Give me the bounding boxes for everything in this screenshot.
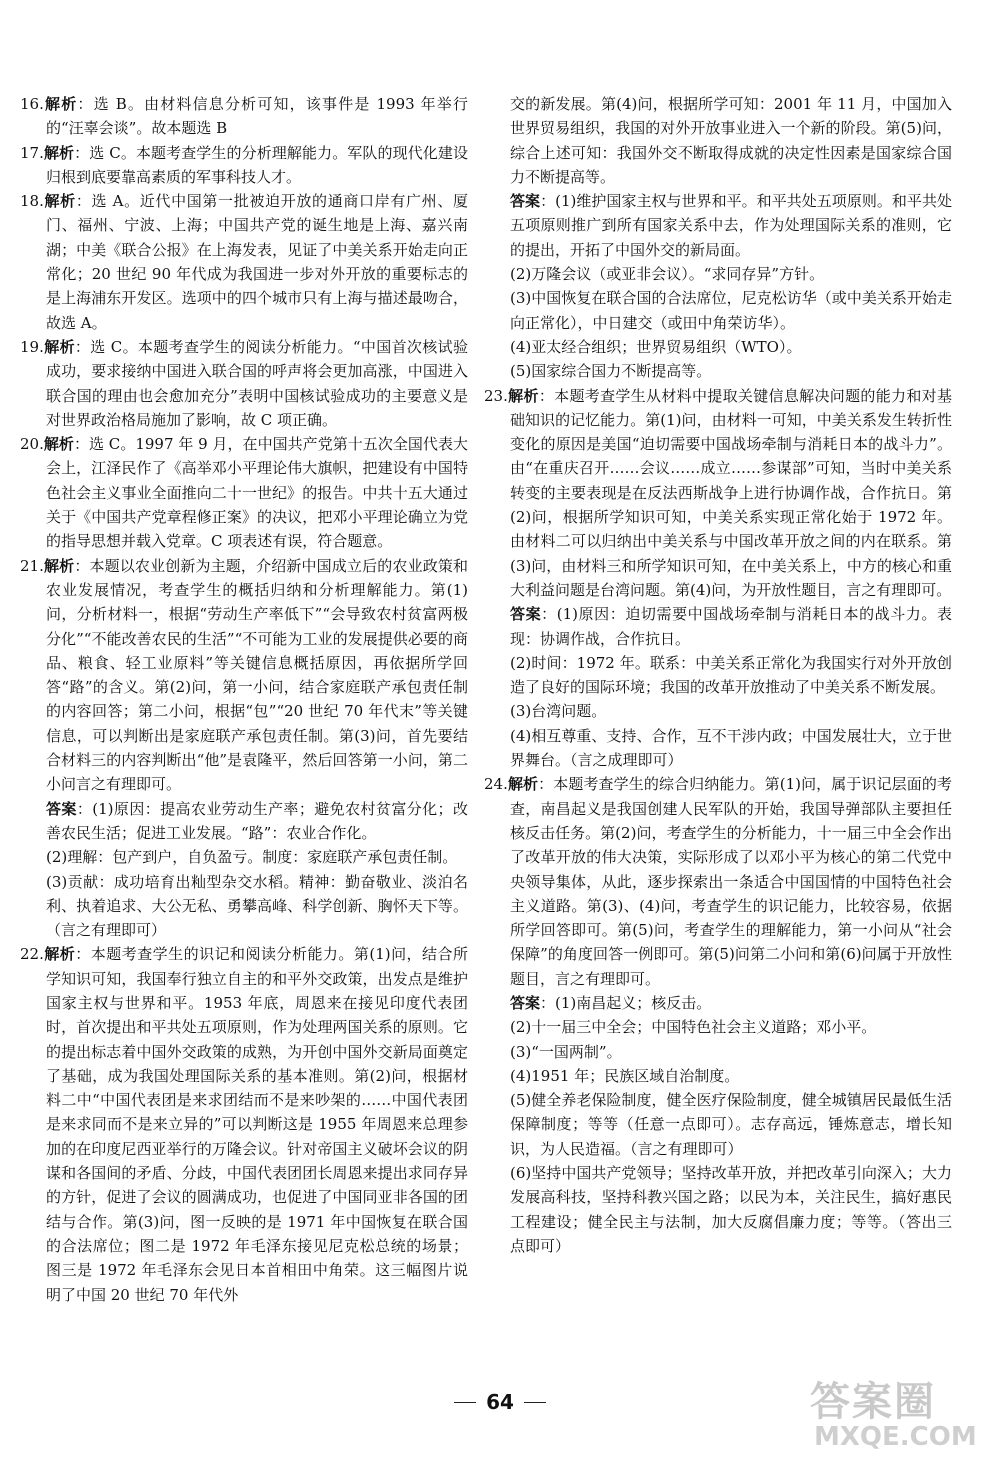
paragraph-text: ：(1)原因：提高农业劳动生产率；避免农村贫富分化；改善农民生活；促进工业发展。“路”：农业合作化。 [46,799,468,842]
analysis-label: 解析 [43,337,75,356]
paragraph-text: ：(1)维护国家主权与世界和平。和平共处五项原则。和平共处五项原则推广到所有国家关系中去，作为处理国际关系的准则，它的提出，开拓了中国外交的新局面。 [510,192,952,259]
paragraph-text: ：(1)南昌起义；核反击。 [540,993,712,1012]
question-number: 22. [20,945,44,964]
watermark-url: MXQE.COM [814,1422,977,1452]
paragraph-text: ：本题考查学生从材料中提取关键信息解决问题的能力和对基础知识的记忆能力。第(1)问，由材料一可知，中美关系发生转折性变化的原因是美国“迫切需要中国战场牵制与消耗日本的战斗力”。由“在重庆召开……会议……成立……参谋部”可知，当时中美关系转变的主要表现是在反法西斯战争上进行协调作战，合作抗日。第(2)问，根据所学知识可知，中美关系实现正常化始于 1972 年。由材料二可以归纳出中美关系与中国改革开放之间的内在联系。第(3)问，由材料三和所学知识可知，在中美关系上，中方的核心和重大利益问题是台湾问题。第(4)问，为开放性题目，言之有理即可。 [510,386,952,599]
analysis-paragraph [20,335,468,432]
answer-item [20,845,468,869]
answer-item [484,1161,952,1258]
paragraph-text: ：选 C。本题考查学生的分析理解能力。军队的现代化建设归根到底要靠高素质的军事科技人才。 [46,143,468,186]
analysis-paragraph [20,554,468,797]
paragraph-text: ：(1)原因：迫切需要中国战场牵制与消耗日本的战斗力。表现：协调作战，合作抗日。 [510,605,952,648]
answer-paragraph [484,602,952,651]
paragraph-text: ：选 C。本题考查学生的阅读分析能力。“中国首次核试验成功，要求接纳中国进入联合国的呼声将会更加高涨，中国进入联合国的理由也会愈加充分”表明中国核试验成功的主要意义是对世界政治格局施加了影响，故 C 项正确。 [46,337,468,429]
left-column [20,92,468,1307]
answer-item [484,699,952,723]
right-column [484,92,952,1258]
paragraph-text: (4)1951 年；民族区域自治制度。 [510,1066,740,1085]
paragraph-text: ：本题考查学生的综合归纳能力。第(1)问，属于识记层面的考查，南昌起义是我国创建人民军队的开始，我国导弹部队主要担任核反击任务。第(2)问，考查学生的分析能力，十一届三中全会作出了改革开放的伟大决策，实际形成了以邓小平为核心的第二代党中央领导集体，从此，逐步探索出一条适合中国国情的中国特色社会主义道路。第(3)、(4)问，考查学生的识记能力，比较容易，依据所学回答即可。第(5)问，考查学生的理解能力，第一小问从“社会保障”的角度回答一例即可。第(5)问第二小问和第(6)问属于开放性题目，言之有理即可。 [510,775,952,988]
answer-item [484,92,952,189]
answer-label: 答案 [510,605,542,624]
analysis-label: 解析 [507,775,539,794]
answer-paragraph [484,189,952,262]
analysis-paragraph [484,384,952,603]
paragraph-text: 交的新发展。第(4)问，根据所学可知：2001 年 11 月，中国加入世界贸易组织，我国的对外开放事业进入一个新的阶段。第(5)问，综合上述可知：我国外交不断取得成就的决定性因素是国家综合国力不断提高等。 [510,95,952,186]
answer-label: 答案 [510,192,541,211]
paragraph-text: (5)国家综合国力不断提高等。 [510,362,712,381]
answer-item [484,286,952,335]
question-number: 17. [20,143,44,162]
analysis-paragraph [20,189,468,335]
footer-rule-left [454,1402,476,1403]
analysis-label: 解析 [43,435,74,454]
analysis-label: 解析 [43,556,75,575]
paragraph-text: ：选 A。近代中国第一批被迫开放的通商口岸有广州、厦门、福州、宁波、上海；中国共产党的诞生地是上海、嘉兴南湖；中美《联合公报》在上海发表，见证了中美关系开始走向正常化；20 世纪 90 年代成为我国进一步对外开放的重要标志的是上海浦东开发区。选项中的四个城市只有上海与描述最吻合，故选 A。 [46,192,468,332]
question-number: 20. [20,435,44,454]
answer-paragraph [484,991,952,1015]
paragraph-text: (2)十一届三中全会；中国特色社会主义道路；邓小平。 [510,1018,877,1037]
watermark-logo-text: 答案圈 [810,1379,936,1425]
paragraph-text: (3)“一国两制”。 [510,1042,622,1061]
analysis-paragraph [20,942,468,1306]
analysis-paragraph [484,772,952,991]
paragraph-text: ：本题考查学生的识记和阅读分析能力。第(1)问，结合所学知识可知，我国奉行独立自主的和平外交政策，出发点是维护国家主权与世界和平。1953 年底，周恩来在接见印度代表团时，首次提出和平共处五项原则，作为处理两国关系的原则。它的提出标志着中国外交政策的成熟，为开创中国外交新局面奠定了基础，成为我国处理国际关系的基本准则。第(2)问，根据材料二中“中国代表团是来求团结而不是来吵架的……中国代表团是来求同而不是来立异的”可以判断这是 1955 年周恩来总理参加的在印度尼西亚举行的万隆会议。针对帝国主义破坏会议的阴谋和各国间的矛盾、分歧，中国代表团团长周恩来提出求同存异的方针，促进了会议的圆满成功，也促进了中国同亚非各国的团结与合作。第(3)问，图一反映的是 1971 年中国恢复在联合国的合法席位；图二是 1972 年毛泽东接见尼克松总统的场景；图三是 1972 年毛泽东会见日本首相田中角荣。这三幅图片说明了中国 20 世纪 70 年代外 [46,945,468,1304]
paragraph-text: (4)亚太经合组织；世界贸易组织（WTO）。 [510,337,802,356]
question-number: 23. [484,386,508,405]
paragraph-text: (3)贡献：成功培育出籼型杂交水稻。精神：勤奋敬业、淡泊名利、执着追求、大公无私、勇攀高峰、科学创新、胸怀天下等。（言之有理即可） [46,872,468,940]
paragraph-text: (2)理解：包产到户，自负盈亏。制度：家庭联产承包责任制。 [46,848,458,867]
analysis-paragraph [20,92,468,141]
answer-label: 答案 [46,799,77,818]
answer-label: 答案 [510,993,541,1012]
question-number: 18. [20,192,44,211]
paragraph-text: (6)坚持中国共产党领导；坚持改革开放，并把改革引向深入；大力发展高科技，坚持科教兴国之路；以民为本，关注民生，搞好惠民工程建设；健全民主与法制，加大反腐倡廉力度；等等。（答出三点即可） [510,1164,952,1255]
analysis-label: 解析 [43,192,76,211]
paragraph-text: (5)健全养老保险制度，健全医疗保险制度，健全城镇居民最低生活保障制度；等等（任意一点即可）。志存高远，锤炼意志，增长知识，为人民造福。（言之有理即可） [510,1091,952,1158]
answer-paragraph [20,797,468,846]
answer-item [484,1064,952,1088]
paragraph-text: (2)万隆会议（或亚非会议）。“求同存异”方针。 [510,265,825,284]
question-number: 24. [484,775,508,794]
paragraph-text: ：选 B。由材料信息分析可知，该事件是 1993 年举行的“汪辜会谈”。故本题选 B [46,95,468,138]
answer-item [484,1088,952,1161]
answer-item [484,651,952,700]
analysis-label: 解析 [43,143,75,162]
answer-item [484,1040,952,1064]
paragraph-text: (4)相互尊重、支持、合作，互不干涉内政；中国发展壮大，立于世界舞台。（言之成理即可） [510,726,952,770]
answer-item [484,262,952,286]
analysis-paragraph [20,141,468,190]
analysis-label: 解析 [507,386,539,405]
analysis-label: 解析 [43,95,78,113]
paragraph-text: (3)中国恢复在联合国的合法席位，尼克松访华（或中美关系开始走向正常化），中日建交（或田中角荣访华）。 [510,289,952,332]
paragraph-text: (2)时间：1972 年。联系：中美关系正常化为我国实行对外开放创造了良好的国际环境；我国的改革开放推动了中美关系不断发展。 [510,653,952,697]
paragraph-text: ：本题以农业创新为主题，介绍新中国成立后的农业政策和农业发展情况，考查学生的概括归纳和分析理解能力。第(1)问，分析材料一，根据“劳动生产率低下”“会导致农村贫富两极分化”“不能改善农民的生活”“不可能为工业的发展提供必要的商品、粮食、轻工业原料”等关键信息概括原因，再依据所学回答“路”的含义。第(2)问，第一小问，结合家庭联产承包责任制的内容回答；第二小问，根据“包”“20 世纪 70 年代末”等关键信息，可以判断出是家庭联产承包责任制。第(3)问，首先要结合材料三的内容判断出“他”是袁隆平，然后回答第一小问，第二小问言之有理即可。 [46,556,468,794]
answer-item [484,359,952,383]
question-number: 21. [20,556,44,575]
paragraph-text: ：选 C。1997 年 9 月，在中国共产党第十五次全国代表大会上，江泽民作了《高举邓小平理论伟大旗帜，把建设有中国特色社会主义事业全面推向二十一世纪》的报告。中共十五大通过关于《中国共产党章程修正案》的决议，把邓小平理论确立为党的指导思想并载入党章。C 项表述有误，符合题意。 [46,435,468,551]
footer-rule-right [524,1402,546,1403]
analysis-paragraph [20,432,468,553]
answer-item [20,870,468,943]
answer-item [484,1015,952,1039]
page-number: 64 [486,1390,514,1414]
answer-item [484,724,952,773]
question-number: 16. [20,95,44,113]
analysis-label: 解析 [43,945,76,964]
watermark-logo [800,1370,990,1460]
answer-item [484,335,952,359]
question-number: 19. [20,337,44,356]
paragraph-text: (3)台湾问题。 [510,702,607,721]
